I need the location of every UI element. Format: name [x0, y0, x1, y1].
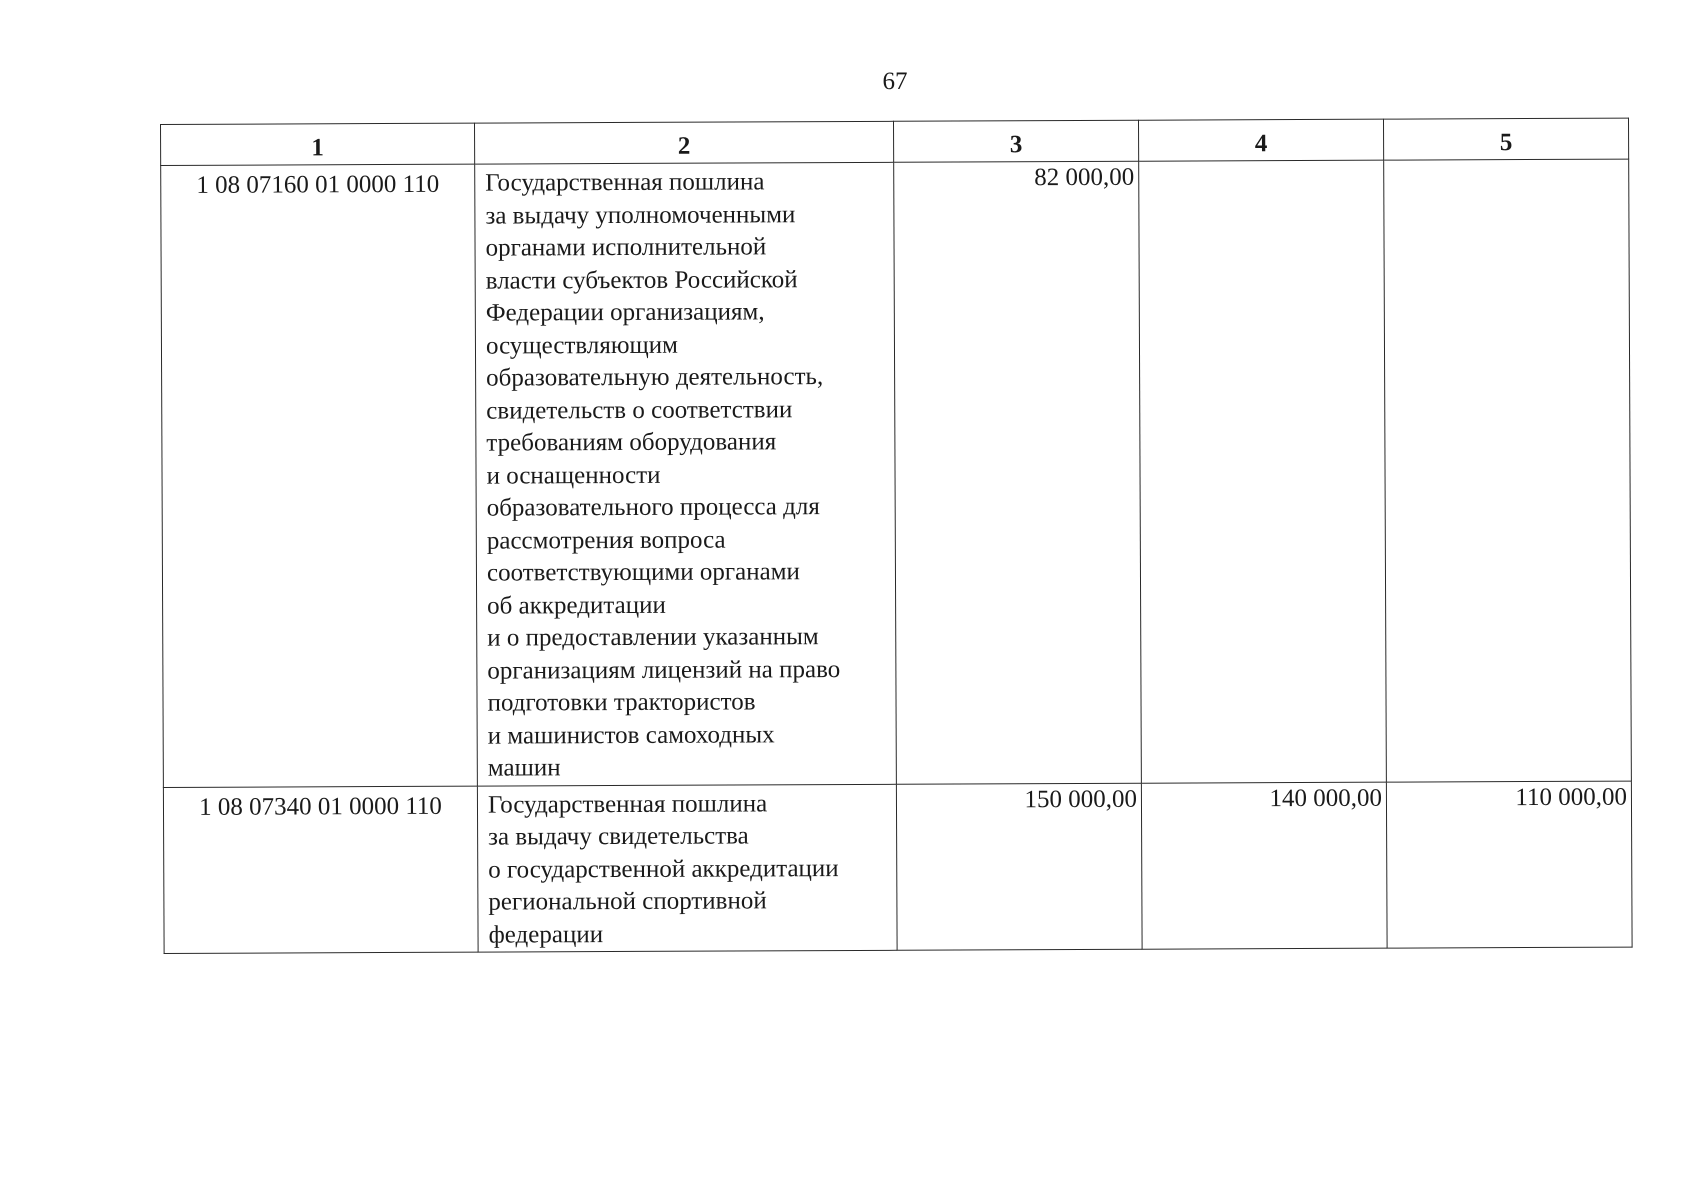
column-header-1: 1 [161, 123, 475, 165]
revenue-name-cell [475, 162, 897, 785]
column-header-3: 3 [893, 120, 1138, 162]
column-header-2: 2 [474, 121, 893, 164]
revenue-name-text: Государственная пошлина за выдачу уполномоченными органами исполнительной власти субъектов Российской Федерации организациям, осуществляющим образовательную деятельность, свидетельств о соответствии требованиям оборудования и оснащенности образовательного процесса для рассмотрения вопроса соответствующими органами об аккредитации и о предоставлении указанным организациям лицензий на право подготовки трактористов и машинистов самоходных машин [485, 168, 841, 782]
amount-col3-cell: 150 000,00 [896, 783, 1142, 951]
budget-code-cell: 1 08 07340 01 0000 110 [163, 786, 478, 954]
amount-col3-cell: 82 000,00 [894, 161, 1142, 784]
revenue-name-text: Государственная пошлина за выдачу свидетельства о государственной аккредитации региональной спортивной федерации [487, 789, 839, 949]
amount-col4-cell [1139, 160, 1387, 783]
column-header-4: 4 [1138, 119, 1383, 161]
revenue-name-cell [477, 784, 897, 952]
amount-col5-cell: 110 000,00 [1386, 781, 1632, 949]
table-row [163, 781, 1632, 954]
amount-col4-cell: 140 000,00 [1141, 782, 1387, 950]
table-row [161, 159, 1632, 787]
revenue-table [160, 118, 1633, 954]
page-number: 67 [882, 68, 908, 95]
table-header-row [161, 118, 1629, 165]
column-header-5: 5 [1383, 118, 1628, 160]
amount-col5-cell [1384, 159, 1632, 782]
budget-code-cell: 1 08 07160 01 0000 110 [161, 164, 478, 787]
